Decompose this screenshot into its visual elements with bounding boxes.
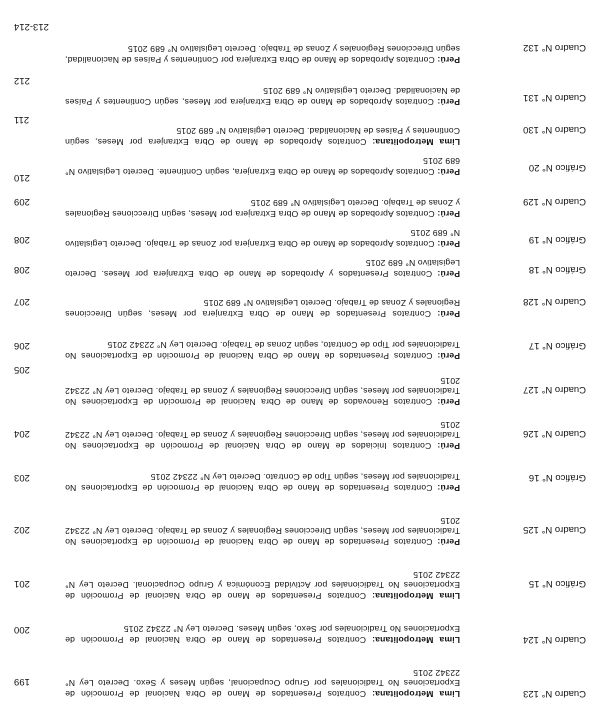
entry-region: Perú: [437,441,460,451]
entry-text: Contratos Presentados de Mano de Obra Extranjera por Meses, según Direcciones Regionales y Zonas de Trabajo. Decreto Legislativo N° 689 2015 [65,298,460,319]
entry-label: Gráfico N° 16 [528,472,586,483]
entry-description [65,228,460,249]
entry-region: Perú: [437,483,460,493]
entry-label: Cuadro N° 127 [523,384,586,395]
entry-page-number: 209 [14,196,30,207]
entry-label: Gráfico N° 18 [528,264,586,275]
entry-region: Perú: [437,269,460,279]
entry-region: Lima Metropolitana: [372,635,460,645]
entry-region: Lima Metropolitana: [372,137,460,147]
entry-text: Contratos Presentados de Mano de Obra Nacional de Promoción de Exportaciones No Tradicionales por Actividad Económica y Grupo Ocupacional. Decreto Ley N° 22342 2015 [65,569,460,601]
entry-page-number: 203 [14,472,30,483]
entry-page-number: 206 [14,340,30,351]
entry-region: Perú: [437,397,460,407]
entry-description [65,624,460,645]
entry-description [65,86,460,107]
entry-text: Contratos Presentados de Mano de Obra Nacional de Promoción de Exportaciones No Tradicionales por Grupo Ocupacional, según Meses y Sexo. Decreto Ley N° 22342 2015 [65,667,460,699]
entry-text: Contratos Aprobados de Mano de Obra Extranjera por Continentes y Países de Nacionalidad, según Direcciones Regionales y Zonas de Trabajo. Decreto Legislativo N° 689 2015 [65,44,460,65]
entry-label: Gráfico N° 17 [528,340,586,351]
entry-description [65,44,460,65]
entry-text: Contratos Aprobados de Mano de Obra Extranjera por Meses, según Continentes y Países de Nacionalidad. Decreto Legislativo N° 689 2015 [65,126,460,147]
entry-text: Contratos Aprobados de Mano de Obra Extranjera por Zonas de Trabajo. Decreto Legislativo N° 689 2015 [65,228,460,249]
entry-region: Perú: [437,351,460,361]
entry-text: Contratos Presentados y Aprobados de Mano de Obra Extranjera por Meses. Decreto Legislativo N° 689 2015 [65,258,460,279]
entry-text: Contratos Aprobados de Mano de Obra Extranjera por Meses, según Direcciones Regionales y Zonas de Trabajo. Decreto Legislativo N° 689 2015 [65,198,460,219]
entry-text: Contratos Iniciados de Mano de Obra Nacional de Promoción de Exportaciones No Tradicionales por Meses, según Direcciones Regionales y Zonas de Trabajo. Decreto Ley N° 22342 2015 [65,419,460,451]
entry-region: Lima Metropolitana: [372,689,460,699]
entry-page-number: 201 [14,578,30,589]
entry-page-number: 213-214 [14,21,49,32]
entry-label: Cuadro N° 130 [523,124,586,135]
entry-description [65,569,460,601]
entry-region: Perú: [437,55,460,65]
entry-page-number: 202 [14,524,30,535]
entry-description [65,198,460,219]
entry-text: Contratos Presentados de Mano de Obra Nacional de Promoción de Exportaciones No Tradicionales por Tipo de Contrato, según Zonas de Trabajo. Decreto Ley N° 22342 2015 [65,340,460,361]
entry-label: Gráfico N° 15 [528,578,586,589]
entry-label: Cuadro N° 125 [523,524,586,535]
entry-region: Perú: [437,309,460,319]
entry-description [65,298,460,319]
entry-page-number: 207 [14,296,30,307]
entry-description [65,126,460,147]
entry-text: Contratos Presentados de Mano de Obra Nacional de Promoción de Exportaciones No Tradicionales por Sexo, según Meses. Decreto Ley N° 22342 2015 [65,624,460,645]
entry-region: Perú: [437,239,460,249]
entry-text: Contratos Presentados de Mano de Obra Nacional de Promoción de Exportaciones No Tradicionales por Meses, según Direcciones Regionales y Zonas de Trabajo. Decreto Ley N° 22342 2015 [65,515,460,547]
entry-page-number: 204 [14,428,30,439]
entry-description [65,667,460,699]
entry-label: Cuadro N° 131 [523,92,586,103]
entry-description [65,340,460,361]
entry-description [65,515,460,547]
entry-label: Gráfico N° 19 [528,234,586,245]
entry-page-number: 200 [14,624,30,635]
entry-page-number: 210 [14,172,30,183]
entry-page-number: 199 [14,676,30,687]
entry-text: Contratos Aprobados de Mano de Obra Extranjera por Meses, según Continentes y Países de Nacionalidad. Decreto Legislativo N° 689 2015 [65,86,460,107]
entry-description [65,419,460,451]
entry-label: Cuadro N° 129 [523,196,586,207]
entry-text: Contratos Presentados de Mano de Obra Nacional de Promoción de Exportaciones No Tradicionales por Meses, según Tipo de Contrato. Decreto Ley N° 22342 2015 [65,472,460,493]
entry-text: Contratos Aprobados de Mano de Obra Extranjera, según Continente. Decreto Legislativo N° 689 2015 [65,156,460,177]
entry-label: Cuadro N° 132 [523,42,586,53]
entry-page-number: 211 [14,114,30,125]
entry-page-number: 208 [14,234,30,245]
entry-label: Cuadro N° 123 [523,688,586,699]
entry-description [65,156,460,177]
entry-page-number: 208 [14,264,30,275]
entry-region: Lima Metropolitana: [372,591,460,601]
entry-label: Cuadro N° 126 [523,428,586,439]
entry-region: Perú: [437,537,460,547]
entry-label: Gráfico N° 20 [528,162,586,173]
entry-page-number: 212 [14,75,30,86]
entry-description [65,472,460,493]
entry-region: Perú: [437,209,460,219]
entry-label: Cuadro N° 124 [523,634,586,645]
entry-label: Cuadro N° 128 [523,296,586,307]
entry-description [65,375,460,407]
entry-region: Perú: [437,167,460,177]
entry-region: Perú: [437,97,460,107]
entry-text: Contratos Renovados de Mano de Obra Nacional de Promoción de Exportaciones No Tradicionales por Meses, según Direcciones Regionales y Zonas de Trabajo. Decreto Ley N° 22342 2015 [65,375,460,407]
entry-page-number: 205 [14,364,30,375]
entry-description [65,258,460,279]
